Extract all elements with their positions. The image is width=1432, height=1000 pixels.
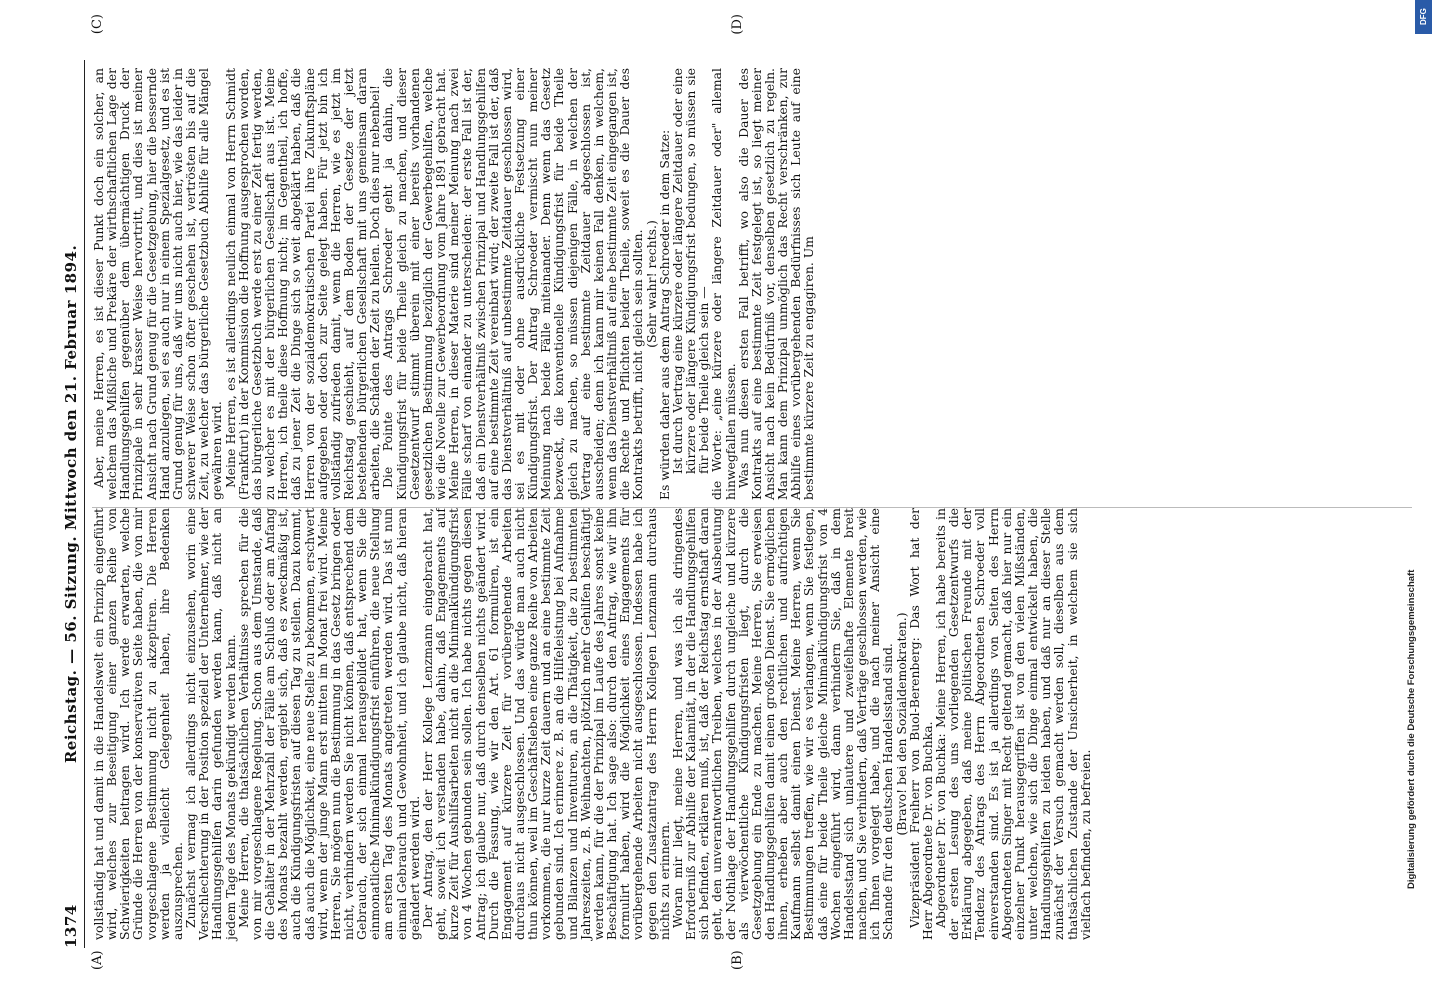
paragraph: Was nun diesen ersten Fall betrifft, wo also die Dauer des Kontrakts auf eine bestimmte Zeit festgelegt ist, so liegt meiner Ansicht nach kein Bedürfniß vor, denselben gesetzlich zu regeln. Man kann dem Prinzipal unmöglich das Recht verschränken, zur Abhilfe eines vorübergehenden Bedürfnisses sich Leute auf eine bestimmte kürzere Zeit zu engagiren. Um bbox=[735, 68, 817, 500]
paragraph: vollständig hat und damit in die Handelswelt ein Prinzip eingeführt wird, welches zur Beseitigung einer ganzen Reihe von Schwierigkeiten beitragen wird. Ich werde erwarten, welche Gründe die Herren von der konservativen Seite haben, die von mir vorgeschlagene Bestimmung nicht zu akzeptiren. Die Herren werden ja vielleicht Gelegenheit haben, ihre Bedenken auszusprechen. bbox=[91, 508, 185, 940]
paragraph: die Worte: „eine kürzere oder längere Zeitdauer oder" allemal hinwegfallen müssen. bbox=[709, 68, 738, 500]
paragraph: Meine Herren, die thatsächlichen Verhältnisse sprechen für die von mir vorgeschlagene Regelung. Schon aus dem Umstande, daß die Gehälter in der Mehrzahl der Fälle am Schluß oder am Anfang des Monats bezahlt werden, ergiebt sich, daß es zweckmäßig ist, auch die Kündigungsfristen auf diesen Tag zu stellen. Dazu kommt, daß auch die Möglichkeit, eine neue Stelle zu bekommen, erschwert wird, wenn der junge Mann erst mitten im Monat frei wird. Meine Herren, Sie mögen nun die Bestimmung in das Gesetz bringen oder nicht, verhindern werden Sie nicht können, daß entsprechend dem Gebrauch, der sich einmal herausgebildet hat, wenn Sie die einmonatliche Minimalkündigungsfrist einführen, die neue Stellung am ersten Tag des Monats angetreten werden wird. Das ist nun einmal Gebrauch und Gewohnheit, und ich glaube nicht, daß hieran geändert werden wird. bbox=[235, 508, 422, 940]
quotation: Ist durch Vertrag eine kürzere oder längere Zeitdauer oder eine kürzere oder längere Kündigungsfrist bedungen, so müssen sie für beide Theile gleich sein — bbox=[669, 68, 712, 474]
digitization-text: Digitalisierung gefördert durch die Deutsche Forschungsgemeinschaft bbox=[1406, 569, 1417, 889]
page-number: 1374 bbox=[62, 904, 80, 948]
column-separator bbox=[92, 507, 1412, 508]
speaker-paragraph: Abgeordneter Dr. von Buchka: Meine Herren, ich habe bereits in der ersten Lesung des uns vorliegenden Gesetzentwurfs die Erklärung abgegeben, daß meine politischen Freunde mit der Tendenz des Antrags des Herrn Abgeordneten Schroeder voll einverstanden sind. Es ist ja allerdings von Seiten des Herrn Abgeordneten Singer mit Recht geltend gemacht, daß hier nur ein einzelner Punkt herausgegriffen ist von den vielen Mißständen, unter welchen, wie sich die Dinge einmal entwickelt haben, die Handlungsgehilfen zu leiden haben, und daß nur an dieser Stelle zunächst der Versuch gemacht werden soll, dieselben aus dem thatsächlichen Zustande der Unsicherheit, in welchem sie sich vielfach befinden, zu befreien. bbox=[933, 508, 1093, 940]
speaker-paragraph: Vizepräsident Freiherr von Buol-Berenberg: Das Wort hat der Herr Abgeordnete Dr. von Buchka. bbox=[906, 508, 935, 940]
margin-marker-d: (D) bbox=[730, 14, 745, 35]
interjection: (Bravo! bei den Sozialdemokraten.) bbox=[893, 612, 909, 836]
paragraph: Zunächst vermag ich allerdings nicht einzusehen, worin eine Verschlechterung in der Position speziell der Unternehmer, wie der Handlungsgehilfen darin gefunden werden kann, daß nicht an jedem Tage des Monats gekündigt werden kann. bbox=[183, 508, 238, 940]
dfg-logo: DFG bbox=[1415, 0, 1432, 34]
column-right bbox=[92, 68, 816, 500]
margin-marker-c: (C) bbox=[90, 14, 105, 35]
paragraph: Woran mir liegt, meine Herren, und was ich als dringendes Erforderniß zur Abhilfe der Kalamität, in der die Handlungsgehilfen sich befinden, erklären muß, ist, daß der Reichstag ernsthaft daran geht, den unverantwortlichen Treiben, welches in der Ausbeutung der Nothlage der Handlungsgehilfen durch ungleiche und kürzere als vierwöchentliche Kündigungsfristen liegt, durch die Gesetzgebung ein Ende zu machen. Meine Herren, Sie erweisen den Handlungsgehilfen damit einen großen Dienst. Sie ermöglichen ihnen, erheben aber auch den rechtlichen und aufrichtigen Kaufmann selbst damit einen Dienst. Meine Herren, wenn Sie Bestimmungen treffen, wie wir es verlangen, wenn Sie festlegen, daß eine für beide Theile gleiche Minimalkündigungsfrist von 4 Wochen eingeführt wird, dann verhindern Sie, daß in dem Handelsstand sich unlautere und zweifelhafte Elemente breit machen, und Sie verhindern, daß Verträge geschlossen werden, wie ich Ihnen vorgelegt habe, und die nach meiner Ansicht eine Schande für den deutschen Handelsstand sind. bbox=[669, 508, 896, 940]
page-header bbox=[62, 60, 84, 948]
header-rule bbox=[84, 60, 85, 948]
interjection: (Sehr wahr! rechts.) bbox=[643, 220, 659, 348]
paragraph: Aber, meine Herren, es ist dieser Punkt doch ein solcher, an welchem das Mißliche und Prekäre der wirthschaftlichen Lage der Handlungsgehilfen gegenüber dem übermächtigen Druck der Prinzipale in sehr krasser Weise hervortritt, und dies ist meiner Ansicht nach Grund genug für die Gesetzgebung, hier die bessernde Hand anzulegen, sei es auch nur in einem Spezialgesetz, und es ist Grund genug für uns, daß wir uns nicht auch hier, wie das leider in schwerer Weise schon öfter geschehen ist, vertrösten bis auf die Zeit, zu welcher das bürgerliche Gesetzbuch Abhilfe für alle Mängel gewähren wird. bbox=[91, 68, 225, 500]
paragraph: Es würden daher aus dem Antrag Schroeder in dem Satze: bbox=[656, 129, 672, 500]
paragraph: Meine Herren, es ist allerdings neulich einmal von Herrn Schmidt (Frankfurt) in der Kommission die Hoffnung ausgesprochen worden, das bürgerliche Gesetzbuch werde erst zu einer Zeit fertig werden, zu welcher es mit der bürgerlichen Gesellschaft aus ist. Meine Herren, ich theile diese Hoffnung nicht; im Gegentheil, ich hoffe, daß zu jener Zeit die Dinge sich so weit abgeklärt haben, daß die Herren von der sozialdemokratischen Partei ihre Zukunftspläne aufgegeben oder doch zur Seite gelegt haben. Für jetzt bin ich vollständig zufrieden damit, wenn die Herren, wie es jetzt im Reichstag geschieht, auf dem Boden der Gesetze der jetzt bestehenden bürgerlichen Gesellschaft mit uns gemeinsam daran arbeiten, die Schäden der Zeit zu heilen. Doch dies nur nebenbei! bbox=[222, 68, 383, 500]
margin-marker-a: (A) bbox=[90, 950, 105, 970]
running-head: Reichstag. — 56. Sitzung. Mittwoch den 21. Februar 1894. bbox=[62, 244, 80, 764]
paragraph: Die Pointe des Antrags Schroeder geht ja dahin, die Kündigungsfrist für beide Theile gleich zu machen, und dieser Gesetzentwurf stimmt überein mit einer bereits vorhandenen gesetzlichen Bestimmung bezüglich der Gewerbegehilfen, welche wie die Novelle zur Gewerbeordnung vom Jahre 1891 gebracht hat. Meine Herren, in dieser Materie sind meiner Meinung nach zwei Fälle scharf von einander zu unterscheiden: der erste Fall ist der, daß ein Dienstverhältniß zwischen Prinzipal und Handlungsgehilfen auf eine bestimmte Zeit vereinbart wird; der zweite Fall ist der, daß das Dienstverhältniß auf unbestimmte Zeitdauer geschlossen wird, sei es mit oder ohne ausdrückliche Festsetzung einer Kündigungsfrist. Der Antrag Schroeder vermischt nun meiner Meinung nach beide Fälle miteinander. Denn wenn das Gesetz bezweckt, die konventionelle Kündigungsfrist für beide Theile gleich zu machen, so müssen diejenigen Fälle, in welchen der Vertrag auf eine bestimmte Zeitdauer abgeschlossen ist, ausscheiden; denn ich kann mir keinen Fall denken, in welchem, wenn das Dienstverhältniß auf eine bestimmte Zeit eingegangen ist, die Rechte und Pflichten beider Theile, soweit es die Dauer des Kontrakts betrifft, nicht gleich sein sollten. bbox=[380, 68, 646, 500]
margin-marker-b: (B) bbox=[730, 950, 745, 970]
digitization-note bbox=[1404, 0, 1426, 1000]
column-left bbox=[92, 508, 1092, 940]
paragraph: Der Antrag, den der Herr Kollege Lenzmann eingebracht hat, geht, soweit ich verstanden habe, dahin, daß Engagements auf kurze Zeit für Aushilfsarbeiten nicht an die Minimalkündigungsfrist von 4 Wochen gebunden sein sollen. Ich habe nichts gegen diesen Antrag; ich glaube nur, daß durch denselben nichts geändert wird. Durch die Fassung, wie wir den Art. 61 formuliren, ist ein Engagement auf kürzere Zeit für vorübergehende Arbeiten durchaus nicht ausgeschlossen. Und das würde man auch nicht thun können, weil im Geschäftsleben eine ganze Reihe von Arbeiten vorkommen, die nur kurze Zeit dauern und an eine bestimmte Zeit gebunden sind. Ich erinnere z. B. an die Hilfeleistung bei Aufnahme und Bilanzen und Inventuren, an die Thätigkeit, die zu bestimmten Jahreszeiten, z. B. Weihnachten, plötzlich mehr Gehilfen beschäftigt werden kann, für die der Prinzipal im Laufe des Jahres sonst keine Beschäftigung hat. Ich sage also: durch den Antrag, wie wir ihn formulirt haben, wird die Möglichkeit eines Engagements für vorübergehende Arbeiten nicht ausgeschlossen. Indessen habe ich gegen den Zusatzantrag des Herrn Kollegen Lenzmann durchaus nichts zu erinnern. bbox=[419, 508, 672, 940]
